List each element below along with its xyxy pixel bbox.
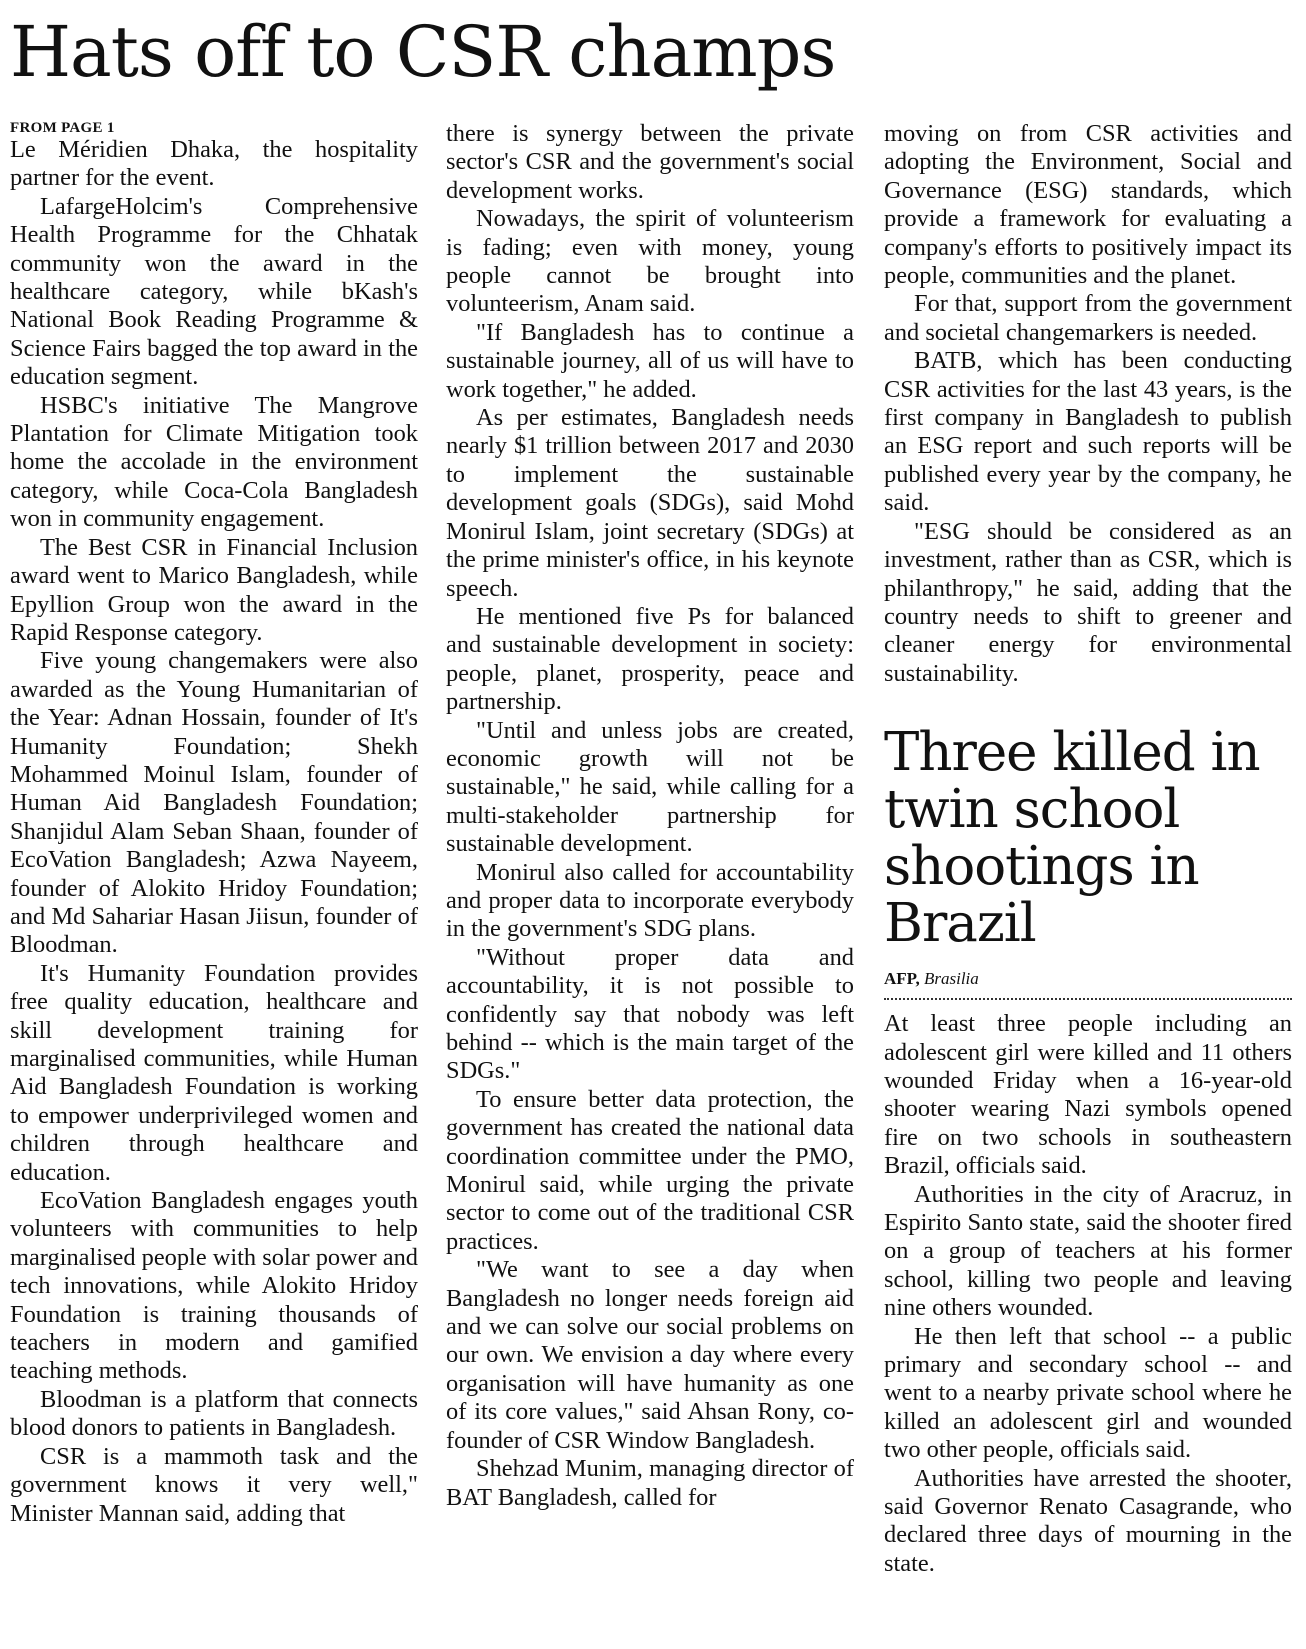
article-paragraph: HSBC's initiative The Mangrove Plantation for Climate Mitigation took home the accolade in the environment category, while Coca-Cola Bangladesh won in community engagement. [10, 391, 418, 533]
article-paragraph: BATB, which has been conducting CSR activities for the last 43 years, is the first company in Bangladesh to publish an ESG report and such reports will be published every year by the company, he said. [884, 347, 1292, 517]
dotted-divider [884, 998, 1292, 1000]
article-paragraph: As per estimates, Bangladesh needs nearly $1 trillion between 2017 and 2030 to implement the sustainable development goals (SDGs), said Mohd Monirul Islam, joint secretary (SDGs) at the prime minister's office, in his keynote speech. [446, 404, 854, 602]
article-paragraph: Bloodman is a platform that connects blood donors to patients in Bangladesh. [10, 1385, 418, 1442]
article-paragraph: At least three people including an adolescent girl were killed and 11 others wounded Friday when a 16-year-old shooter wearing Nazi symbols opened fire on two schools in southeastern Brazil, officials said. [884, 1010, 1292, 1180]
article-paragraph: He mentioned five Ps for balanced and sustainable development in society: people, planet, prosperity, peace and partnership. [446, 602, 854, 716]
article-paragraph: Shehzad Munim, managing director of BAT Bangladesh, called for [446, 1455, 854, 1511]
continued-from-kicker: FROM PAGE 1 [10, 120, 115, 136]
article-paragraph: He then left that school -- a public primary and secondary school -- and went to a nearby private school where he killed an adolescent girl and wounded two other people, officials said. [884, 1322, 1292, 1464]
article-paragraph: EcoVation Bangladesh engages youth volunteers with communities to help marginalised people with solar power and tech innovations, while Alokito Hridoy Foundation is training thousands of teachers in modern and gamified teaching methods. [10, 1187, 418, 1385]
article-paragraph: To ensure better data protection, the government has created the national data coordination committee under the PMO, Monirul said, while urging the private sector to come out of the traditional CSR practices. [446, 1085, 854, 1255]
article-column-1 [10, 120, 418, 1528]
article-paragraph: "We want to see a day when Bangladesh no longer needs foreign aid and we can solve our social problems on our own. We envision a day where every organisation will have humanity as one of its core values," said Ahsan Rony, co-founder of CSR Window Bangladesh. [446, 1256, 854, 1454]
article-paragraph: "If Bangladesh has to continue a sustainable journey, all of us will have to work together," he added. [446, 318, 854, 403]
article-paragraph: For that, support from the government and societal changemarkers is needed. [884, 290, 1292, 346]
byline [884, 968, 1292, 990]
article-paragraph: Five young changemakers were also awarded as the Young Humanitarian of the Year: Adnan Hossain, founder of It's Humanity Foundation; Shekh Mohammed Moinul Islam, founder of Human Aid Bangladesh Foundation; Shanjidul Alam Seban Shaan, founder of EcoVation Bangladesh; Azwa Nayeem, founder of Alokito Hridoy Foundation; and Md Sahariar Hasan Jiisun, founder of Bloodman. [10, 647, 418, 959]
article-paragraph: CSR is a mammoth task and the government knows it very well," Minister Mannan said, adding that [10, 1442, 418, 1527]
article-column-3 [884, 120, 1292, 1578]
article-paragraph: "Until and unless jobs are created, economic growth will not be sustainable," he said, while calling for a multi-stakeholder partnership for sustainable development. [446, 716, 854, 858]
article-paragraph: "ESG should be considered as an investment, rather than as CSR, which is philanthropy," he said, adding that the country needs to shift to greener and cleaner energy for environmental sustainability. [884, 517, 1292, 687]
article-paragraph: Authorities in the city of Aracruz, in Espirito Santo state, said the shooter fired on a group of teachers at his former school, killing two people and leaving nine others wounded. [884, 1180, 1292, 1322]
brazil-story-headline: Three killed in twin school shootings in Brazil [884, 722, 1260, 955]
byline-agency: AFP, [884, 969, 920, 989]
article-paragraph: Monirul also called for accountability and proper data to incorporate everybody in the government's SDG plans. [446, 858, 854, 943]
article-paragraph: The Best CSR in Financial Inclusion award went to Marico Bangladesh, while Epyllion Group won the award in the Rapid Response category. [10, 533, 418, 646]
page-headline: Hats off to CSR champs [10, 11, 836, 93]
article-paragraph: Authorities have arrested the shooter, said Governor Renato Casagrande, who declared three days of mourning in the state. [884, 1464, 1292, 1577]
article-paragraph: there is synergy between the private sector's CSR and the government's social development works. [446, 120, 854, 204]
article-paragraph: Le Méridien Dhaka, the hospitality partner for the event. [10, 136, 418, 192]
byline-dateline: Brasilia [924, 969, 979, 989]
article-paragraph: moving on from CSR activities and adopting the Environment, Social and Governance (ESG) standards, which provide a framework for evaluating a company's efforts to positively impact its people, communities and the planet. [884, 120, 1292, 290]
article-paragraph: "Without proper data and accountability, it is not possible to confidently say that nobody was left behind -- which is the main target of the SDGs." [446, 943, 854, 1085]
article-column-2 [446, 120, 854, 1512]
article-paragraph: It's Humanity Foundation provides free quality education, healthcare and skill development training for marginalised communities, while Human Aid Bangladesh Foundation is working to empower underprivileged women and children through healthcare and education. [10, 959, 418, 1186]
article-paragraph: LafargeHolcim's Comprehensive Health Programme for the Chhatak community won the award in the healthcare category, while bKash's National Book Reading Programme & Science Fairs bagged the top award in the education segment. [10, 192, 418, 391]
article-paragraph: Nowadays, the spirit of volunteerism is fading; even with money, young people cannot be brought into volunteerism, Anam said. [446, 205, 854, 318]
